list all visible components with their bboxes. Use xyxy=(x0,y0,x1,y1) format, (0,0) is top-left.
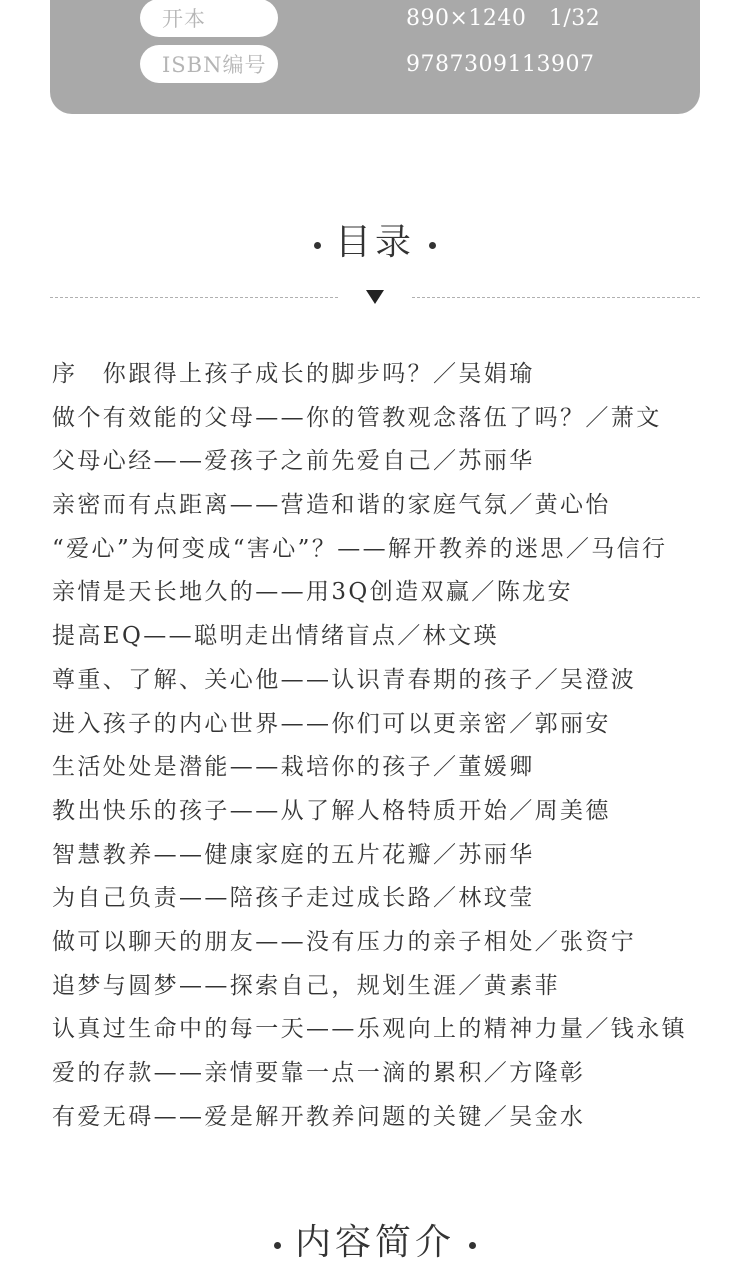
info-value-format: 890×1240 1/32 xyxy=(406,5,601,31)
toc-item: 爱的存款——亲情要靠一点一滴的累积／方隆彰 xyxy=(52,1060,586,1086)
toc-item: 智慧教养——健康家庭的五片花瓣／苏丽华 xyxy=(52,841,535,868)
info-value-isbn: 9787309113907 xyxy=(406,51,595,77)
bullet-dot-icon xyxy=(314,242,321,249)
book-info-card xyxy=(50,0,700,114)
bullet-dot-icon xyxy=(274,1242,281,1249)
bullet-dot-icon xyxy=(469,1242,476,1249)
toc-title: 目录 xyxy=(334,222,415,263)
dashed-line-left xyxy=(50,297,338,298)
dashed-line-right xyxy=(412,297,700,298)
summary-title: 内容简介 xyxy=(294,1222,455,1263)
toc-item: 做个有效能的父母——你的管教观念落伍了吗？／萧文 xyxy=(52,404,662,431)
toc-item: “爱心”为何变成“害心”？——解开教养的迷思／马信行 xyxy=(52,535,668,562)
bullet-dot-icon xyxy=(429,242,436,249)
info-row-isbn xyxy=(140,45,595,83)
toc-item: 父母心经——爱孩子之前先爱自己／苏丽华 xyxy=(52,448,535,475)
toc-item: 认真过生命中的每一天——乐观向上的精神力量／钱永镇 xyxy=(52,1016,687,1043)
toc-item: 有爱无碍——爱是解开教养问题的关键／吴金水 xyxy=(52,1103,586,1130)
info-label-format: 开本 xyxy=(140,0,278,37)
toc-item: 亲情是天长地久的——用3Q创造双赢／陈龙安 xyxy=(52,579,573,606)
toc-item: 序 你跟得上孩子成长的脚步吗？／吴娟瑜 xyxy=(52,361,535,387)
toc-item: 进入孩子的内心世界——你们可以更亲密／郭丽安 xyxy=(52,710,611,737)
summary-heading xyxy=(0,1214,750,1265)
toc-item: 追梦与圆梦——探索自己，规划生涯／黄素菲 xyxy=(52,972,560,999)
toc-item: 做可以聊天的朋友——没有压力的亲子相处／张资宁 xyxy=(52,928,637,955)
section-divider xyxy=(50,290,700,304)
toc-item: 尊重、了解、关心他——认识青春期的孩子／吴澄波 xyxy=(52,666,637,693)
info-row-format xyxy=(140,0,601,37)
toc-item: 为自己负责——陪孩子走过成长路／林玟莹 xyxy=(52,885,535,912)
toc-item: 亲密而有点距离——营造和谐的家庭气氛／黄心怡 xyxy=(52,492,611,519)
toc-list xyxy=(52,356,712,1142)
toc-item: 提高EQ——聪明走出情绪盲点／林文瑛 xyxy=(52,623,499,650)
toc-item: 教出快乐的孩子——从了解人格特质开始／周美德 xyxy=(52,797,611,824)
toc-heading xyxy=(0,214,750,265)
triangle-down-icon xyxy=(366,290,384,304)
toc-item: 生活处处是潜能——栽培你的孩子／董媛卿 xyxy=(52,754,535,781)
info-label-isbn: ISBN编号 xyxy=(140,45,278,83)
